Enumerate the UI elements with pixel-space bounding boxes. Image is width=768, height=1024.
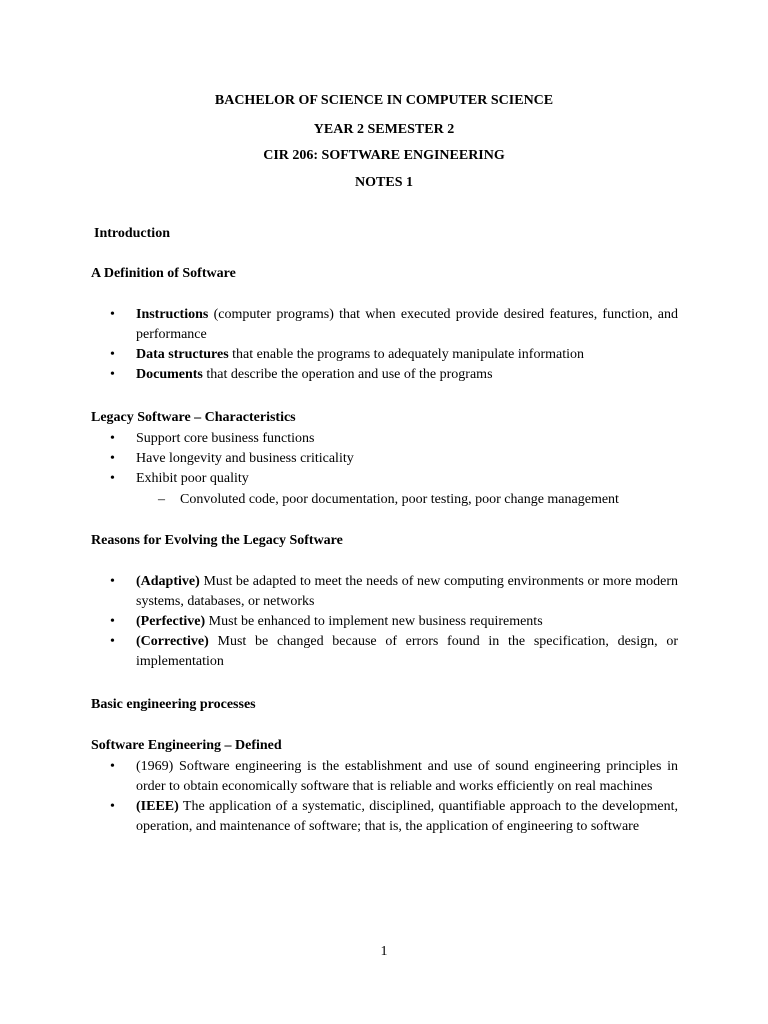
- title-line-2: YEAR 2 SEMESTER 2: [313, 122, 455, 137]
- list-item: • (1969) Software engineering is the establishment and use of sound engineering principles in order to obtain economically software that is reliable and works efficiently on real machines: [110, 759, 678, 794]
- legacy-heading: Legacy Software – Characteristics: [91, 410, 296, 425]
- title-line-3: CIR 206: SOFTWARE ENGINEERING: [263, 148, 505, 163]
- legacy-list: [110, 429, 678, 489]
- list-item: • (Perfective) Must be enhanced to implement new business requirements: [110, 612, 678, 632]
- bullet-icon: •: [110, 307, 115, 322]
- bullet-icon: •: [110, 451, 115, 466]
- title-line-1: BACHELOR OF SCIENCE IN COMPUTER SCIENCE: [214, 93, 554, 108]
- bullet-icon: •: [110, 347, 115, 362]
- bullet-icon: •: [110, 759, 115, 774]
- bullet-icon: •: [110, 431, 115, 446]
- bullet-icon: •: [110, 574, 115, 589]
- list-item: • (IEEE) The application of a systematic, disciplined, quantifiable approach to the development, operation, and maintenance of software; that is, the application of engineering to software: [110, 799, 678, 834]
- se-defined-heading: Software Engineering – Defined: [91, 738, 282, 753]
- dash-icon: –: [158, 492, 165, 507]
- bullet-icon: •: [110, 634, 115, 649]
- page-number: 1: [380, 944, 388, 959]
- definition-heading: A Definition of Software: [91, 266, 236, 281]
- list-item: • Support core business functions: [110, 429, 678, 449]
- title-line-4: NOTES 1: [355, 175, 413, 190]
- definition-list: [110, 305, 678, 385]
- list-item: • Instructions (computer programs) that when executed provide desired features, function, and performance: [110, 307, 678, 342]
- reasons-heading: Reasons for Evolving the Legacy Software: [91, 533, 343, 548]
- bullet-icon: •: [110, 367, 115, 382]
- list-item: • Exhibit poor quality: [110, 469, 678, 489]
- bullet-icon: •: [110, 614, 115, 629]
- bullet-icon: •: [110, 799, 115, 814]
- list-item: • Documents that describe the operation and use of the programs: [110, 365, 678, 385]
- bullet-icon: •: [110, 471, 115, 486]
- legacy-sub-item: – Convoluted code, poor documentation, poor testing, poor change management: [158, 490, 619, 510]
- list-item: • (Corrective) Must be changed because of errors found in the specification, design, or implementation: [110, 634, 678, 669]
- reasons-list: [110, 572, 678, 672]
- list-item: • Data structures that enable the programs to adequately manipulate information: [110, 345, 678, 365]
- list-item: • (Adaptive) Must be adapted to meet the needs of new computing environments or more modern systems, databases, or networks: [110, 574, 678, 609]
- list-item: • Have longevity and business criticality: [110, 449, 678, 469]
- introduction-heading: Introduction: [94, 226, 170, 241]
- basic-processes-heading: Basic engineering processes: [91, 697, 256, 712]
- se-defined-list: [110, 757, 678, 837]
